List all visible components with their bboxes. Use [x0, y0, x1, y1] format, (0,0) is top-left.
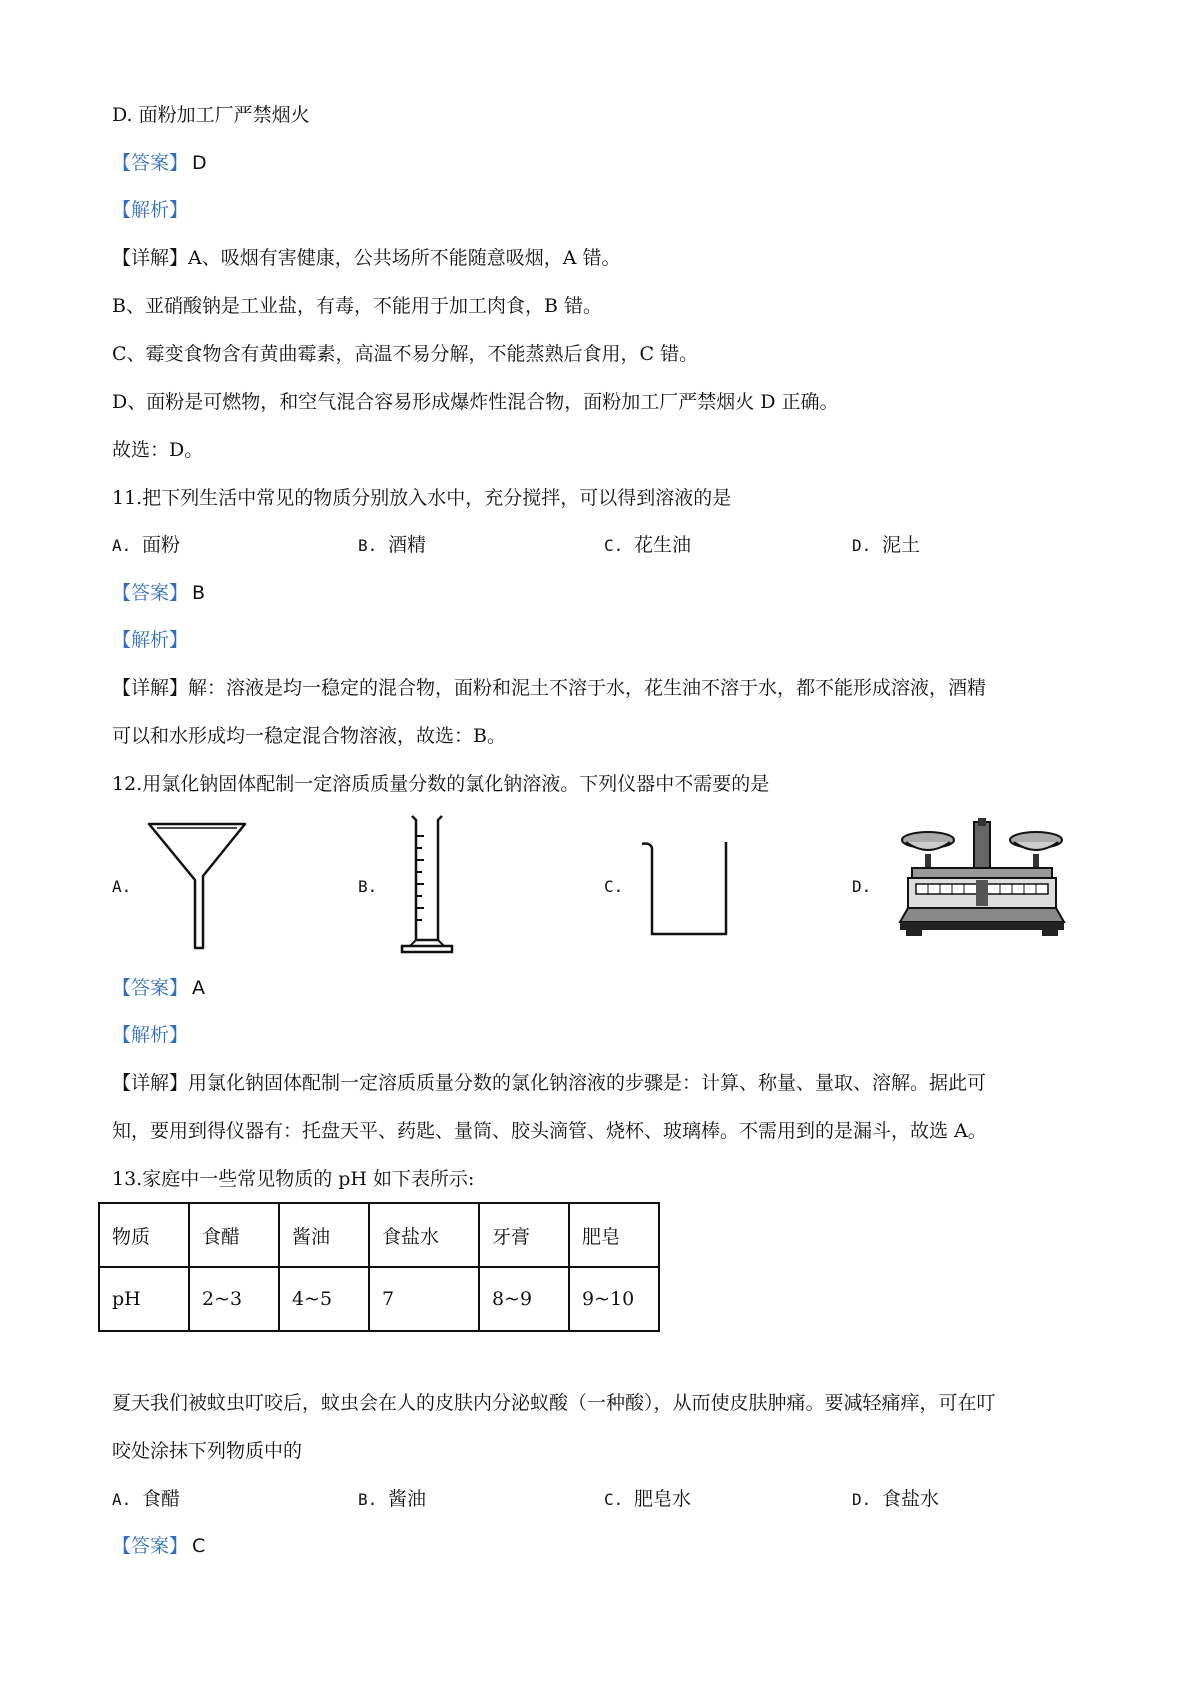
option-letter: A.: [112, 536, 132, 555]
q13-option-b: [358, 1486, 426, 1513]
q10-detail-line: 故选：D。: [112, 439, 204, 461]
q13-stem: 13.家庭中一些常见物质的 pH 如下表所示:: [112, 1168, 475, 1190]
beaker-icon: [640, 838, 740, 938]
q11-option-c: [604, 532, 691, 559]
q12-option-a-letter: [112, 873, 142, 900]
q12-answer-value: A: [192, 977, 206, 999]
table-cell: 7: [369, 1267, 479, 1331]
table-cell: 2~3: [189, 1267, 279, 1331]
funnel-icon: [145, 820, 250, 950]
q13-option-c: [604, 1486, 691, 1513]
q13-option-d: [852, 1486, 939, 1513]
option-letter: C.: [604, 536, 624, 555]
q11-detail-line: 【详解】解：溶液是均一稳定的混合物，面粉和泥土不溶于水，花生油不溶于水，都不能形成溶液，酒精: [112, 677, 987, 699]
q12-option-b-letter: [358, 873, 388, 900]
q12-answer-label: 【答案】: [112, 977, 189, 999]
table-cell: 肥皂: [569, 1203, 659, 1267]
option-text: 肥皂水: [634, 1488, 692, 1510]
q10-detail-line: C、霉变食物含有黄曲霉素，高温不易分解，不能蒸熟后食用，C 错。: [112, 343, 699, 365]
q10-option-d-text: D. 面粉加工厂严禁烟火: [112, 104, 310, 126]
table-cell: 食盐水: [369, 1203, 479, 1267]
q12-answer: [112, 975, 205, 1001]
q12-stem: 12.用氯化钠固体配制一定溶质质量分数的氯化钠溶液。下列仪器中不需要的是: [112, 773, 770, 795]
q13-option-a: [112, 1486, 180, 1513]
option-letter: B.: [358, 536, 378, 555]
q13-answer-value: C: [192, 1535, 206, 1557]
q12-detail-line: 【详解】用氯化钠固体配制一定溶质质量分数的氯化钠溶液的步骤是：计算、称量、量取、溶解。据此可: [112, 1072, 987, 1094]
q13-answer: [112, 1533, 205, 1559]
option-letter: C.: [604, 1490, 624, 1509]
option-text: 食盐水: [882, 1488, 940, 1510]
q12-option-d-letter: [852, 873, 882, 900]
q13-text-line: 咬处涂抹下列物质中的: [112, 1440, 303, 1462]
q12-detail-line: 知，要用到得仪器有：托盘天平、药匙、量筒、胶头滴管、烧杯、玻璃棒。不需用到的是漏斗，故选 A。: [112, 1120, 987, 1142]
option-letter: A.: [112, 1490, 132, 1509]
table-cell: 9~10: [569, 1267, 659, 1331]
option-text: 酱油: [388, 1488, 427, 1510]
q10-answer-value: D: [192, 152, 207, 174]
q11-answer-value: B: [192, 582, 206, 604]
option-letter: A.: [112, 877, 132, 896]
option-letter: D.: [852, 536, 872, 555]
q13-answer-label: 【答案】: [112, 1535, 189, 1557]
table-cell: 食醋: [189, 1203, 279, 1267]
q10-answer-label: 【答案】: [112, 152, 189, 174]
table-cell: 酱油: [279, 1203, 369, 1267]
q10-answer: [112, 150, 207, 176]
option-text: 泥土: [882, 534, 921, 556]
balance-scale-icon: [898, 818, 1066, 938]
table-cell: 物质: [99, 1203, 189, 1267]
option-text: 食醋: [142, 1488, 181, 1510]
option-letter: B.: [358, 877, 378, 896]
q12-analysis-label: 【解析】: [112, 1024, 189, 1046]
q10-option-d: [112, 102, 310, 128]
table-cell: 牙膏: [479, 1203, 569, 1267]
option-text: 酒精: [388, 534, 427, 556]
table-row: [99, 1267, 659, 1331]
q11-answer-label: 【答案】: [112, 582, 189, 604]
table-row: [99, 1203, 659, 1267]
q12-option-c-letter: [604, 873, 634, 900]
q11-option-d: [852, 532, 920, 559]
option-letter: C.: [604, 877, 624, 896]
q10-detail-line: D、面粉是可燃物，和空气混合容易形成爆炸性混合物，面粉加工厂严禁烟火 D 正确。: [112, 391, 839, 413]
q10-detail-line: 【详解】A、吸烟有害健康，公共场所不能随意吸烟，A 错。: [112, 247, 621, 269]
option-letter: B.: [358, 1490, 378, 1509]
ph-table: [98, 1202, 660, 1332]
option-text: 花生油: [634, 534, 692, 556]
q10-analysis-label: 【解析】: [112, 199, 189, 221]
q10-detail-line: B、亚硝酸钠是工业盐，有毒，不能用于加工肉食，B 错。: [112, 295, 602, 317]
option-text: 面粉: [142, 534, 181, 556]
q11-answer: [112, 580, 205, 606]
q11-detail-line: 可以和水形成均一稳定混合物溶液，故选：B。: [112, 725, 506, 747]
q11-option-b: [358, 532, 426, 559]
table-cell: pH: [99, 1267, 189, 1331]
option-letter: D.: [852, 877, 872, 896]
q11-analysis-label: 【解析】: [112, 629, 189, 651]
table-cell: 4~5: [279, 1267, 369, 1331]
q11-option-a: [112, 532, 180, 559]
q13-text-line: 夏天我们被蚊虫叮咬后，蚊虫会在人的皮肤内分泌蚁酸（一种酸），从而使皮肤肿痛。要减轻痛痒，可在叮: [112, 1392, 996, 1414]
graduated-cylinder-icon: [398, 814, 458, 954]
table-cell: 8~9: [479, 1267, 569, 1331]
option-letter: D.: [852, 1490, 872, 1509]
q11-stem: 11.把下列生活中常见的物质分别放入水中，充分搅拌，可以得到溶液的是: [112, 487, 732, 509]
